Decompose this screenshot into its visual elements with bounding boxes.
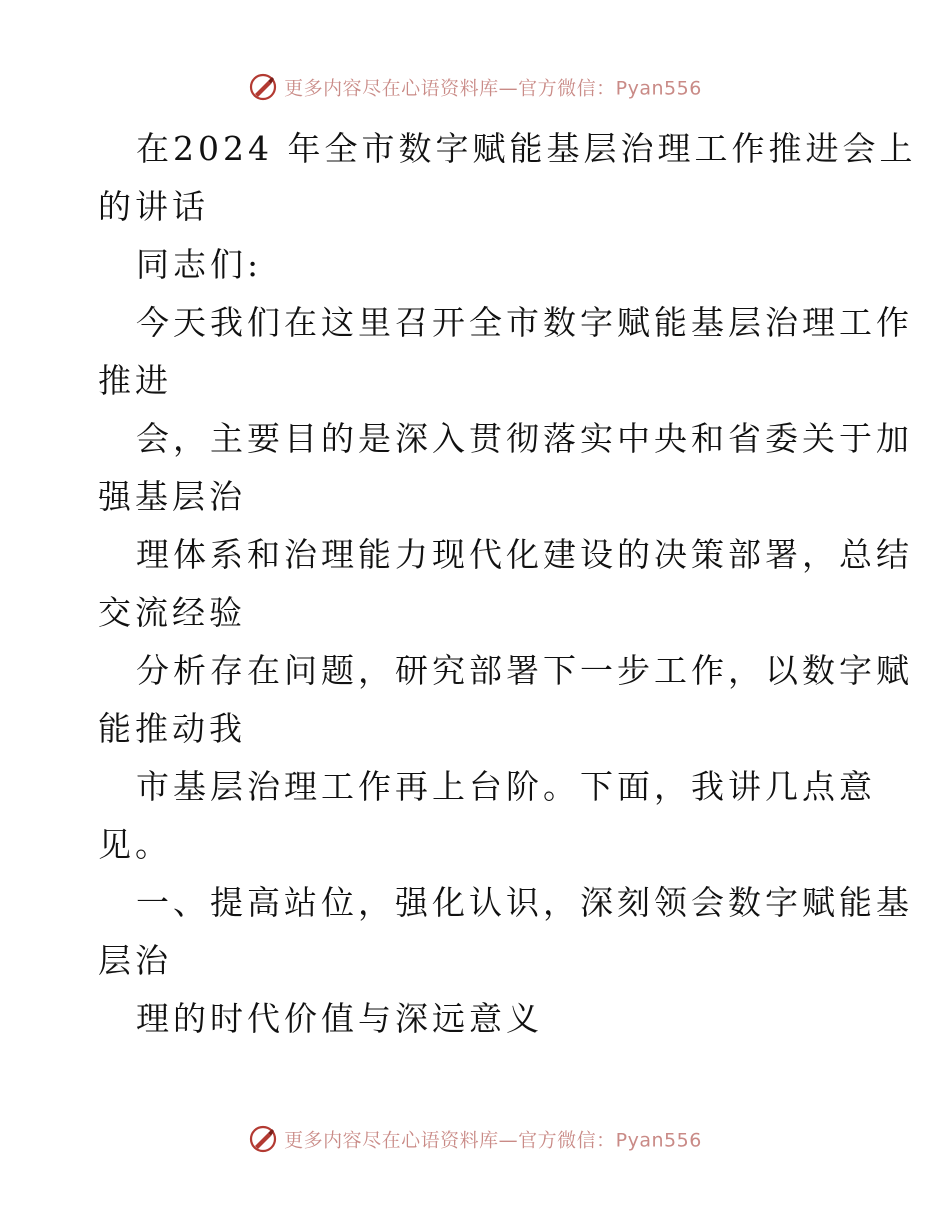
body-line: 今天我们在这里召开全市数字赋能基层治理工作 bbox=[136, 303, 913, 342]
section-heading-line: 理的时代价值与深远意义 bbox=[136, 999, 543, 1038]
section-heading-line: 一、提高站位，强化认识，深刻领会数字赋能基 bbox=[136, 883, 913, 922]
body-line: 分析存在问题，研究部署下一步工作，以数字赋 bbox=[136, 651, 913, 690]
pen-logo-icon bbox=[248, 72, 278, 102]
body-line: 交流经验 bbox=[98, 593, 246, 632]
header-watermark bbox=[0, 72, 950, 102]
body-line: 推进 bbox=[98, 361, 172, 400]
pen-logo-icon bbox=[248, 1124, 278, 1154]
title-line-2: 的讲话 bbox=[98, 187, 209, 226]
section-heading-line: 层治 bbox=[98, 941, 172, 980]
body-line: 强基层治 bbox=[98, 477, 246, 516]
body-line: 理体系和治理能力现代化建设的决策部署，总结 bbox=[136, 535, 913, 574]
salutation: 同志们: bbox=[136, 245, 263, 284]
body-line: 能推动我 bbox=[98, 709, 246, 748]
document-body bbox=[98, 120, 917, 1048]
title-line-1: 在2024 年全市数字赋能基层治理工作推进会上 bbox=[136, 129, 917, 168]
body-line: 会，主要目的是深入贯彻落实中央和省委关于加 bbox=[136, 419, 913, 458]
body-line: 市基层治理工作再上台阶。下面，我讲几点意 bbox=[136, 767, 876, 806]
watermark-text: 更多内容尽在心语资料库—官方微信：Pyan556 bbox=[284, 1129, 702, 1152]
body-line: 见。 bbox=[98, 825, 172, 864]
footer-watermark bbox=[0, 1124, 950, 1154]
watermark-text: 更多内容尽在心语资料库—官方微信：Pyan556 bbox=[284, 77, 702, 100]
